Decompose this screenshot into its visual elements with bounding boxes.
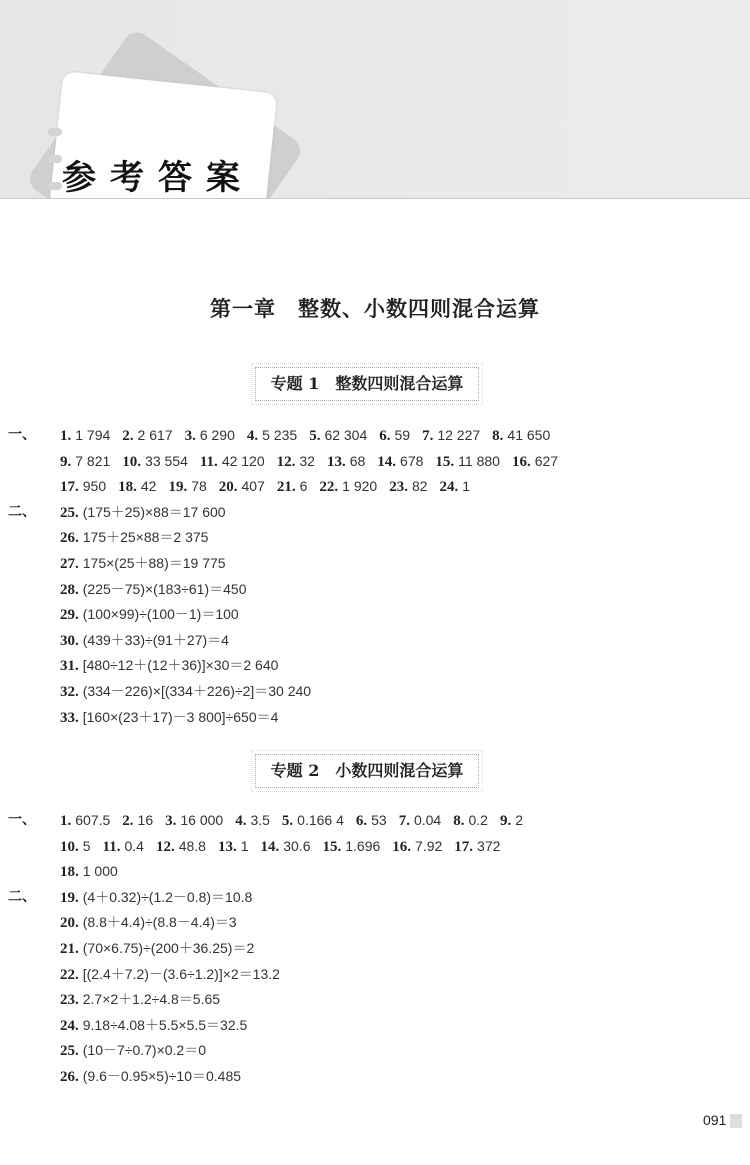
answer-value: 62 304: [324, 427, 368, 443]
question-number: 24.: [60, 1017, 79, 1034]
answer-value: (439＋33)÷(91＋27)＝4: [82, 631, 229, 648]
question-number: 23.: [389, 479, 408, 496]
question-number: 31.: [60, 658, 79, 675]
answer-value: 42 120: [221, 452, 265, 469]
answer-value: 1 000: [82, 863, 118, 880]
answer-line: [60, 1040, 218, 1061]
answer-value: (10－7÷0.7)×0.2＝0: [82, 1042, 207, 1059]
answer-value: 9.18÷4.08＋5.5×5.5＝32.5: [82, 1016, 248, 1033]
question-number: 18.: [60, 864, 79, 881]
answer-line: [60, 630, 241, 651]
answer-value: 82: [411, 478, 428, 495]
answer-value: 6 290: [199, 427, 235, 443]
question-number: 7.: [398, 813, 410, 829]
question-number: 21.: [60, 941, 79, 957]
question-number: 10.: [122, 453, 142, 470]
question-number: 4.: [246, 428, 259, 444]
answer-value: 1: [240, 837, 249, 854]
ring-icon: [48, 182, 62, 190]
question-number: 8.: [492, 428, 504, 444]
answer-value: [480÷12＋(12＋36)]×30＝2 640: [82, 657, 279, 674]
answer-value: 7.92: [415, 837, 443, 854]
section-label: 一、: [8, 812, 36, 828]
question-number: 27.: [60, 556, 79, 572]
answer-line: [60, 836, 512, 857]
answer-value: 30.6: [283, 837, 311, 854]
answer-value: 950: [82, 478, 107, 495]
question-number: 20.: [218, 479, 238, 496]
answer-value: 6: [299, 478, 308, 495]
answer-line: [60, 681, 323, 702]
banner-title: 参考答案: [62, 158, 254, 198]
answer-line: [60, 655, 290, 676]
answer-value: 11 880: [458, 452, 500, 469]
question-number: 12.: [155, 838, 175, 855]
question-number: 3.: [165, 813, 177, 829]
question-number: 22.: [60, 966, 79, 983]
question-number: 3.: [184, 428, 196, 444]
answer-value: 1 794: [75, 427, 111, 443]
answer-value: 407: [241, 478, 265, 495]
question-number: 32.: [60, 684, 79, 700]
question-number: 1.: [60, 813, 72, 829]
question-number: 15.: [435, 453, 455, 470]
answer-value: (70×6.75)÷(200＋36.25)＝2: [82, 940, 255, 956]
question-number: 26.: [60, 530, 79, 547]
question-number: 26.: [60, 1069, 79, 1085]
question-number: 10.: [60, 838, 79, 855]
answer-value: 1: [462, 478, 471, 495]
answer-value: 175×(25＋88)＝19 775: [82, 555, 226, 571]
answer-value: [(2.4＋7.2)－(3.6÷1.2)]×2＝13.2: [82, 965, 280, 982]
question-number: 9.: [60, 453, 72, 470]
question-number: 17.: [60, 479, 79, 496]
question-number: 28.: [60, 581, 79, 598]
answer-line: [60, 964, 292, 985]
answer-value: 16 000: [180, 812, 224, 828]
question-number: 20.: [60, 915, 79, 932]
answer-value: 32: [299, 452, 315, 469]
answer-value: (100×99)÷(100－1)＝100: [82, 606, 239, 623]
answer-line: [8, 887, 264, 908]
answer-value: (4＋0.32)÷(1.2－0.8)＝10.8: [82, 888, 253, 905]
answer-value: 16: [137, 812, 154, 828]
answer-line: [60, 989, 232, 1010]
answer-value: 78: [191, 478, 207, 495]
question-number: 25.: [60, 504, 79, 521]
answer-value: 33 554: [145, 452, 188, 469]
answer-value: 1 920: [342, 478, 378, 495]
answer-value: 0.04: [413, 812, 442, 828]
answer-line: [60, 1066, 253, 1087]
answer-value: (225－75)×(183÷61)＝450: [82, 580, 247, 597]
question-number: 5.: [281, 813, 294, 829]
question-number: 11.: [102, 838, 121, 855]
answer-value: 42: [140, 478, 157, 495]
answer-line: [8, 425, 562, 446]
answer-value: 2: [515, 812, 523, 828]
answer-value: 372: [477, 837, 501, 854]
question-number: 19.: [168, 479, 188, 496]
page-arrow-icon: [730, 1114, 742, 1128]
question-number: 9.: [499, 813, 512, 829]
header-banner: [0, 0, 750, 199]
question-number: 16.: [511, 453, 531, 470]
answer-value: 68: [349, 452, 366, 469]
answer-value: 0.4: [124, 837, 144, 854]
answer-value: 3.5: [250, 812, 270, 828]
question-number: 6.: [379, 428, 391, 444]
ring-icon: [48, 155, 62, 163]
answer-value: 175＋25×88＝2 375: [82, 529, 209, 546]
answer-line: [60, 527, 220, 548]
question-number: 7.: [422, 428, 434, 444]
question-number: 15.: [322, 838, 342, 855]
question-number: 19.: [60, 889, 79, 906]
question-number: 30.: [60, 632, 79, 649]
question-number: 17.: [454, 838, 474, 855]
answer-value: 627: [534, 452, 559, 469]
answer-value: 2 617: [137, 427, 173, 443]
answer-line: [60, 707, 290, 728]
answer-line: [60, 476, 482, 497]
chapter-title: 第一章 整数、小数四则混合运算: [210, 296, 540, 321]
answer-value: 7 821: [75, 452, 111, 469]
section-label: 二、: [8, 888, 36, 905]
answer-value: 59: [394, 427, 411, 443]
answer-value: 12 227: [437, 427, 481, 443]
question-number: 18.: [118, 479, 137, 496]
question-number: 1.: [60, 428, 72, 444]
question-number: 21.: [276, 479, 296, 496]
question-number: 5.: [309, 428, 321, 444]
question-number: 13.: [217, 838, 237, 855]
answer-value: 2.7×2＋1.2÷4.8＝5.65: [82, 991, 221, 1008]
answer-line: [60, 451, 570, 472]
answer-value: 41 650: [507, 427, 551, 443]
topic-heading: 专题 1 整数四则混合运算: [255, 367, 479, 401]
answer-line: [60, 579, 258, 600]
question-number: 16.: [392, 838, 412, 855]
question-number: 2.: [122, 428, 134, 444]
answer-value: (8.8＋4.4)÷(8.8－4.4)＝3: [82, 914, 237, 931]
answer-value: 53: [371, 812, 387, 828]
answer-value: (9.6－0.95×5)÷10＝0.485: [82, 1068, 242, 1084]
answer-value: [160×(23＋17)－3 800]÷650＝4: [82, 708, 279, 725]
answer-value: 5 235: [262, 427, 298, 443]
answer-value: 678: [400, 452, 424, 469]
answer-value: (334－226)×[(334＋226)÷2]＝30 240: [82, 683, 312, 699]
question-number: 11.: [199, 453, 218, 470]
answer-line: [60, 912, 249, 933]
answer-value: 48.8: [178, 837, 206, 854]
section-label: 二、: [8, 503, 36, 520]
question-number: 6.: [355, 813, 368, 829]
answer-line: [60, 1015, 259, 1036]
answer-line: [60, 861, 130, 882]
question-number: 23.: [60, 992, 79, 1009]
question-number: 24.: [439, 479, 459, 496]
question-number: 2.: [122, 813, 134, 829]
question-number: 14.: [260, 838, 280, 855]
question-number: 22.: [319, 479, 339, 496]
answer-value: 5: [82, 837, 91, 854]
answer-value: 0.166 4: [297, 812, 344, 828]
answer-value: (175＋25)×88＝17 600: [82, 503, 226, 520]
question-number: 4.: [235, 813, 247, 829]
question-number: 33.: [60, 709, 79, 726]
answer-value: 607.5: [75, 812, 111, 828]
ring-icon: [48, 128, 62, 136]
question-number: 12.: [276, 453, 296, 470]
answer-line: [60, 938, 266, 959]
question-number: 14.: [377, 453, 397, 470]
answer-line: [8, 502, 238, 523]
page-number: 091: [703, 1112, 727, 1128]
question-number: 29.: [60, 607, 79, 624]
question-number: 8.: [453, 813, 465, 829]
answer-line: [60, 604, 251, 625]
answer-line: [60, 553, 238, 574]
answer-value: 1.696: [345, 837, 381, 854]
topic-heading: 专题 2 小数四则混合运算: [255, 754, 479, 788]
question-number: 25.: [60, 1043, 79, 1060]
question-number: 13.: [326, 453, 346, 470]
answer-line: [8, 810, 535, 831]
answer-value: 0.2: [468, 812, 488, 828]
section-label: 一、: [8, 427, 36, 443]
